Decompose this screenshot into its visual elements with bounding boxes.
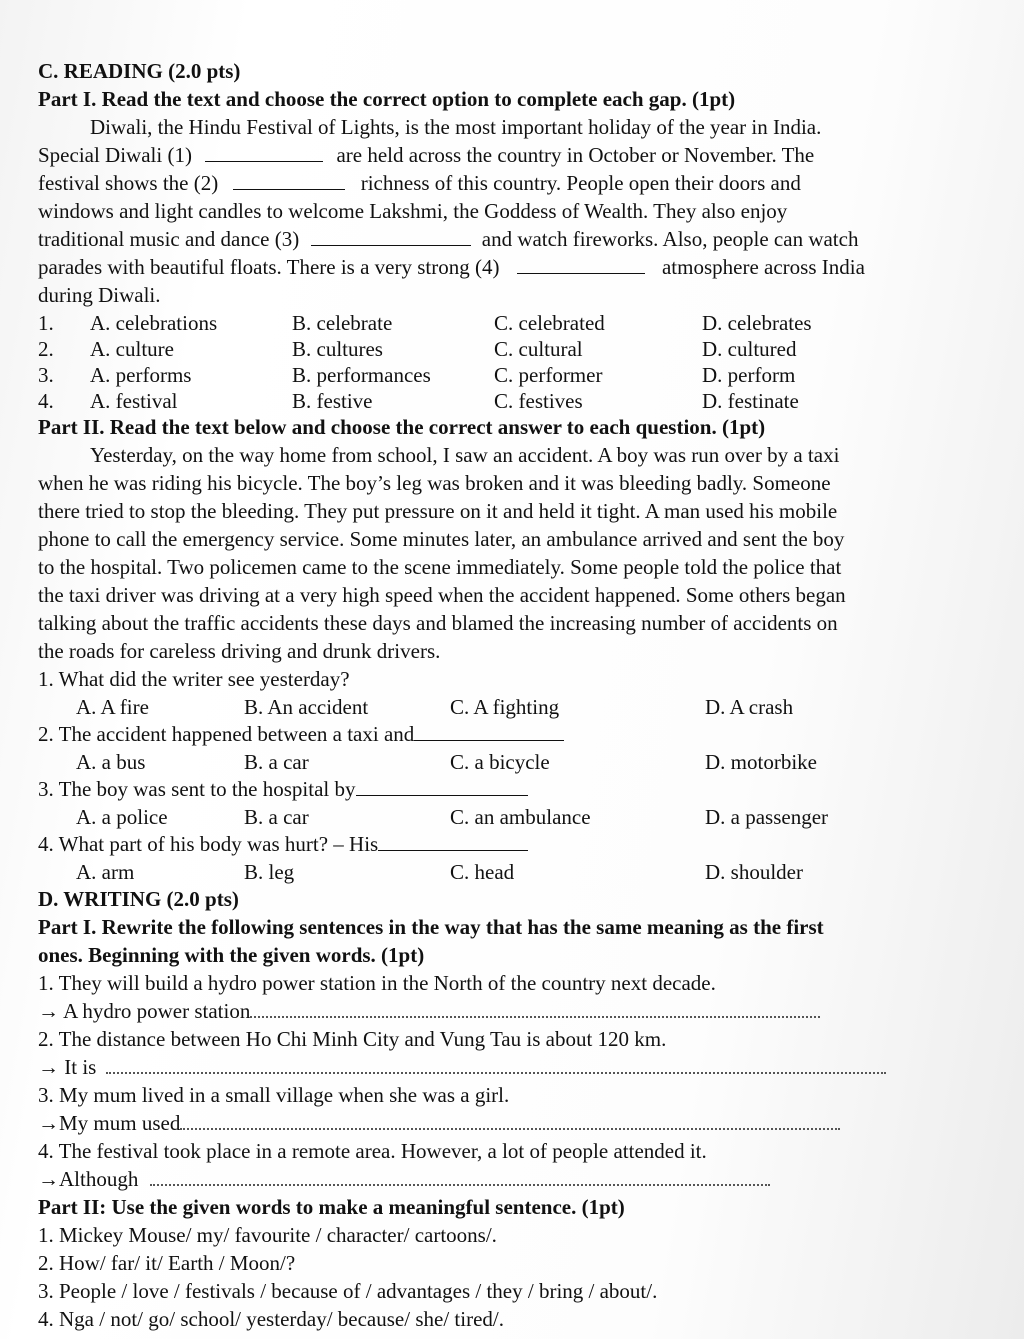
gap-2-blank bbox=[233, 171, 345, 190]
rewrite-line bbox=[38, 1166, 968, 1194]
reading-part1-options bbox=[38, 310, 968, 414]
gap-3-blank bbox=[311, 227, 471, 246]
passage-text: atmosphere across India bbox=[661, 255, 865, 279]
option-d[interactable]: D. festinate bbox=[702, 389, 799, 413]
passage-line bbox=[38, 142, 968, 170]
passage-line bbox=[38, 170, 968, 198]
option-row bbox=[38, 336, 968, 362]
answer-row bbox=[38, 804, 968, 831]
answer-d[interactable]: D. shoulder bbox=[705, 860, 803, 884]
passage-line: Yesterday, on the way home from school, I saw an accident. A boy was run over by a taxi bbox=[90, 443, 840, 467]
worksheet-content bbox=[38, 58, 968, 1334]
answer-b[interactable]: B. An accident bbox=[244, 695, 369, 719]
option-a[interactable]: A. celebrations bbox=[90, 311, 218, 335]
question-text: 3. The boy was sent to the hospital by bbox=[38, 777, 356, 801]
passage-line: to the hospital. Two policemen came to the scene immediately. Some people told the police that bbox=[38, 555, 842, 579]
passage-line: phone to call the emergency service. Some minutes later, an ambulance arrived and sent the boy bbox=[38, 527, 845, 551]
rewrite-line bbox=[38, 1054, 968, 1082]
option-c[interactable]: C. festives bbox=[494, 389, 583, 413]
passage-line: windows and light candles to welcome Lakshmi, the Goddess of Wealth. They also enjoy bbox=[38, 199, 788, 223]
answer-c[interactable]: C. a bicycle bbox=[450, 750, 550, 774]
reading-part1-heading: Part I. Read the text and choose the correct option to complete each gap. (1pt) bbox=[38, 87, 736, 111]
question-text: 2. The accident happened between a taxi and bbox=[38, 722, 415, 746]
answer-a[interactable]: A. a police bbox=[76, 805, 168, 829]
word-prompt: 3. People / love / festivals / because of / advantages / they / bring / about/. bbox=[38, 1279, 658, 1303]
reading-part2-passage bbox=[38, 442, 968, 666]
rewrite-sentence: 2. The distance between Ho Chi Minh City and Vung Tau is about 120 km. bbox=[38, 1027, 667, 1051]
option-number: 3. bbox=[38, 363, 54, 387]
writing-part1-heading: Part I. Rewrite the following sentences in the way that has the same meaning as the first bbox=[38, 915, 824, 939]
reading-part1-passage bbox=[38, 114, 968, 310]
option-c[interactable]: C. cultural bbox=[494, 337, 583, 361]
writing-part1-items bbox=[38, 970, 968, 1194]
answer-d[interactable]: D. A crash bbox=[705, 695, 794, 719]
word-prompt: 4. Nga / not/ go/ school/ yesterday/ because/ she/ tired/. bbox=[38, 1307, 504, 1331]
passage-line: talking about the traffic accidents these days and blamed the increasing number of accidents on bbox=[38, 611, 838, 635]
answer-a[interactable]: A. arm bbox=[76, 860, 135, 884]
option-number: 4. bbox=[38, 389, 54, 413]
answer-c[interactable]: C. head bbox=[450, 860, 515, 884]
question-text: 1. What did the writer see yesterday? bbox=[38, 667, 350, 691]
answer-d[interactable]: D. motorbike bbox=[705, 750, 817, 774]
answer-row bbox=[38, 859, 968, 886]
writing-part1-heading-cont: ones. Beginning with the given words. (1pt) bbox=[38, 943, 425, 967]
option-number: 2. bbox=[38, 337, 54, 361]
option-a[interactable]: A. festival bbox=[90, 389, 178, 413]
passage-line bbox=[38, 226, 968, 254]
answer-blank bbox=[356, 777, 528, 796]
passage-text: parades with beautiful floats. There is a very strong (4) bbox=[38, 255, 500, 279]
passage-line: there tried to stop the bleeding. They put pressure on it and held it tight. A man used his mobile bbox=[38, 499, 838, 523]
passage-line: Diwali, the Hindu Festival of Lights, is the most important holiday of the year in India. bbox=[90, 115, 822, 139]
rewrite-prompt: →Although bbox=[38, 1167, 139, 1191]
answer-row bbox=[38, 694, 968, 721]
rewrite-sentence: 4. The festival took place in a remote area. However, a lot of people attended it. bbox=[38, 1139, 707, 1163]
option-b[interactable]: B. cultures bbox=[292, 337, 383, 361]
rewrite-answer-line[interactable] bbox=[250, 998, 820, 1018]
answer-c[interactable]: C. an ambulance bbox=[450, 805, 591, 829]
passage-text: richness of this country. People open their doors and bbox=[360, 171, 801, 195]
passage-text: traditional music and dance (3) bbox=[38, 227, 300, 251]
option-d[interactable]: D. cultured bbox=[702, 337, 797, 361]
question-line bbox=[38, 721, 968, 749]
passage-text: are held across the country in October or November. The bbox=[336, 143, 815, 167]
option-c[interactable]: C. performer bbox=[494, 363, 603, 387]
option-b[interactable]: B. celebrate bbox=[292, 311, 393, 335]
passage-text: and watch fireworks. Also, people can watch bbox=[481, 227, 859, 251]
rewrite-prompt: →My mum used bbox=[38, 1111, 181, 1135]
writing-section-title: D. WRITING (2.0 pts) bbox=[38, 887, 239, 911]
gap-4-blank bbox=[517, 255, 645, 274]
option-b[interactable]: B. festive bbox=[292, 389, 373, 413]
question-line bbox=[38, 776, 968, 804]
reading-part2-questions bbox=[38, 666, 968, 886]
answer-blank bbox=[378, 832, 528, 851]
rewrite-sentence: 1. They will build a hydro power station in the North of the country next decade. bbox=[38, 971, 716, 995]
rewrite-line bbox=[38, 998, 968, 1026]
word-prompt: 1. Mickey Mouse/ my/ favourite / character/ cartoons/. bbox=[38, 1223, 497, 1247]
rewrite-answer-line[interactable] bbox=[150, 1166, 770, 1186]
option-row bbox=[38, 310, 968, 336]
option-b[interactable]: B. performances bbox=[292, 363, 431, 387]
passage-line: during Diwali. bbox=[38, 283, 161, 307]
rewrite-prompt: → It is bbox=[38, 1055, 97, 1079]
answer-row bbox=[38, 749, 968, 776]
answer-b[interactable]: B. a car bbox=[244, 805, 309, 829]
rewrite-prompt: → A hydro power station bbox=[38, 999, 251, 1023]
option-row bbox=[38, 362, 968, 388]
question-text: 4. What part of his body was hurt? – His bbox=[38, 832, 379, 856]
rewrite-answer-line[interactable] bbox=[106, 1054, 886, 1074]
rewrite-answer-line[interactable] bbox=[180, 1110, 840, 1130]
option-number: 1. bbox=[38, 311, 54, 335]
answer-a[interactable]: A. A fire bbox=[76, 695, 149, 719]
rewrite-line bbox=[38, 1110, 968, 1138]
passage-line: when he was riding his bicycle. The boy’s leg was broken and it was bleeding badly. Someone bbox=[38, 471, 831, 495]
reading-section-title: C. READING (2.0 pts) bbox=[38, 59, 241, 83]
rewrite-sentence: 3. My mum lived in a small village when she was a girl. bbox=[38, 1083, 510, 1107]
answer-a[interactable]: A. a bus bbox=[76, 750, 146, 774]
option-d[interactable]: D. perform bbox=[702, 363, 796, 387]
answer-b[interactable]: B. leg bbox=[244, 860, 295, 884]
answer-d[interactable]: D. a passenger bbox=[705, 805, 829, 829]
option-row bbox=[38, 388, 968, 414]
answer-b[interactable]: B. a car bbox=[244, 750, 309, 774]
passage-line: the roads for careless driving and drunk drivers. bbox=[38, 639, 441, 663]
passage-text: festival shows the (2) bbox=[38, 171, 219, 195]
option-c[interactable]: C. celebrated bbox=[494, 311, 605, 335]
word-prompt: 2. How/ far/ it/ Earth / Moon/? bbox=[38, 1251, 296, 1275]
option-a[interactable]: A. culture bbox=[90, 337, 174, 361]
passage-text: Special Diwali (1) bbox=[38, 143, 192, 167]
gap-1-blank bbox=[205, 143, 323, 162]
answer-c[interactable]: C. A fighting bbox=[450, 695, 560, 719]
reading-part2-heading: Part II. Read the text below and choose the correct answer to each question. (1pt) bbox=[38, 415, 766, 439]
writing-part2-heading: Part II: Use the given words to make a meaningful sentence. (1pt) bbox=[38, 1195, 625, 1219]
passage-line bbox=[38, 254, 968, 282]
question-line bbox=[38, 831, 968, 859]
answer-blank bbox=[414, 722, 564, 741]
passage-line: the taxi driver was driving at a very high speed when the accident happened. Some others began bbox=[38, 583, 846, 607]
option-d[interactable]: D. celebrates bbox=[702, 311, 812, 335]
writing-part2-items bbox=[38, 1222, 968, 1334]
option-a[interactable]: A. performs bbox=[90, 363, 192, 387]
